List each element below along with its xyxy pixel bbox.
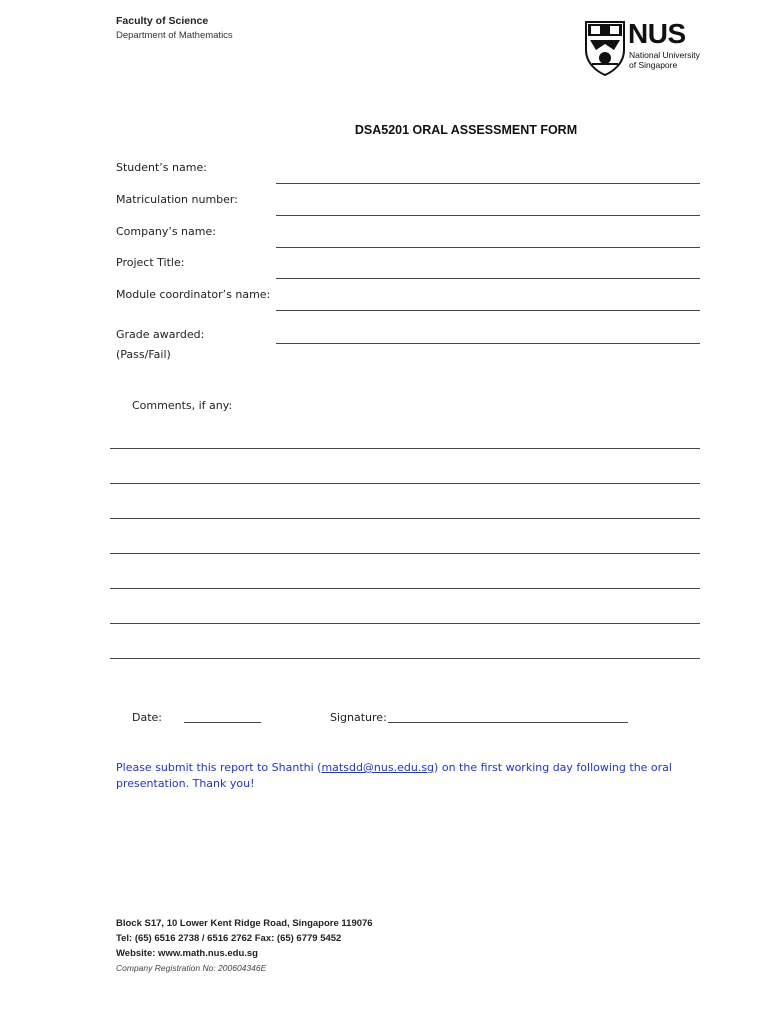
submission-note-prefix: Please submit this report to Shanthi ( xyxy=(116,761,322,774)
comment-line[interactable] xyxy=(110,588,700,589)
student-name-line[interactable] xyxy=(276,183,700,184)
department-name: Department of Mathematics xyxy=(116,30,233,41)
coordinator-name-label: Module coordinator’s name: xyxy=(116,288,271,301)
form-title: DSA5201 ORAL ASSESSMENT FORM xyxy=(354,123,578,137)
company-name-label: Company’s name: xyxy=(116,225,216,238)
submission-note-line2: presentation. Thank you! xyxy=(116,777,255,790)
nus-logo-text: NUS xyxy=(628,18,686,49)
company-name-line[interactable] xyxy=(276,247,700,248)
date-label: Date: xyxy=(132,711,162,724)
email-link[interactable]: matsdd@nus.edu.sg xyxy=(321,761,435,774)
project-title-label: Project Title: xyxy=(116,256,185,269)
signature-line[interactable] xyxy=(388,722,628,723)
grade-hint: (Pass/Fail) xyxy=(116,348,171,361)
comment-line[interactable] xyxy=(110,623,700,624)
coordinator-name-line[interactable] xyxy=(276,310,700,311)
nus-logo-subtitle-line2: of Singapore xyxy=(629,60,678,70)
footer-phone: Tel: (65) 6516 2738 / 6516 2762 Fax: (65) 6779 5452 xyxy=(116,933,342,944)
nus-logo-subtitle xyxy=(629,50,700,70)
date-line[interactable] xyxy=(184,722,261,723)
comments-label: Comments, if any: xyxy=(132,399,233,412)
footer-address: Block S17, 10 Lower Kent Ridge Road, Singapore 119076 xyxy=(116,918,373,929)
submission-note xyxy=(116,761,716,774)
project-title-line[interactable] xyxy=(276,278,700,279)
comment-line[interactable] xyxy=(110,483,700,484)
comment-line[interactable] xyxy=(110,448,700,449)
footer-website: Website: www.math.nus.edu.sg xyxy=(116,948,258,959)
grade-awarded-label: Grade awarded: xyxy=(116,328,205,341)
nus-logo-subtitle-line1: National University xyxy=(629,50,700,60)
comment-line[interactable] xyxy=(110,518,700,519)
matric-number-label: Matriculation number: xyxy=(116,193,238,206)
grade-awarded-line[interactable] xyxy=(276,343,700,344)
footer-registration: Company Registration No: 200604346E xyxy=(116,963,267,973)
comment-line[interactable] xyxy=(110,553,700,554)
submission-note-suffix: ) on the first working day following the oral xyxy=(434,761,672,774)
matric-number-line[interactable] xyxy=(276,215,700,216)
comment-line[interactable] xyxy=(110,658,700,659)
student-name-label: Student’s name: xyxy=(116,161,207,174)
nus-crest-icon xyxy=(584,20,626,76)
faculty-name: Faculty of Science xyxy=(116,15,209,27)
signature-label: Signature: xyxy=(330,711,387,724)
